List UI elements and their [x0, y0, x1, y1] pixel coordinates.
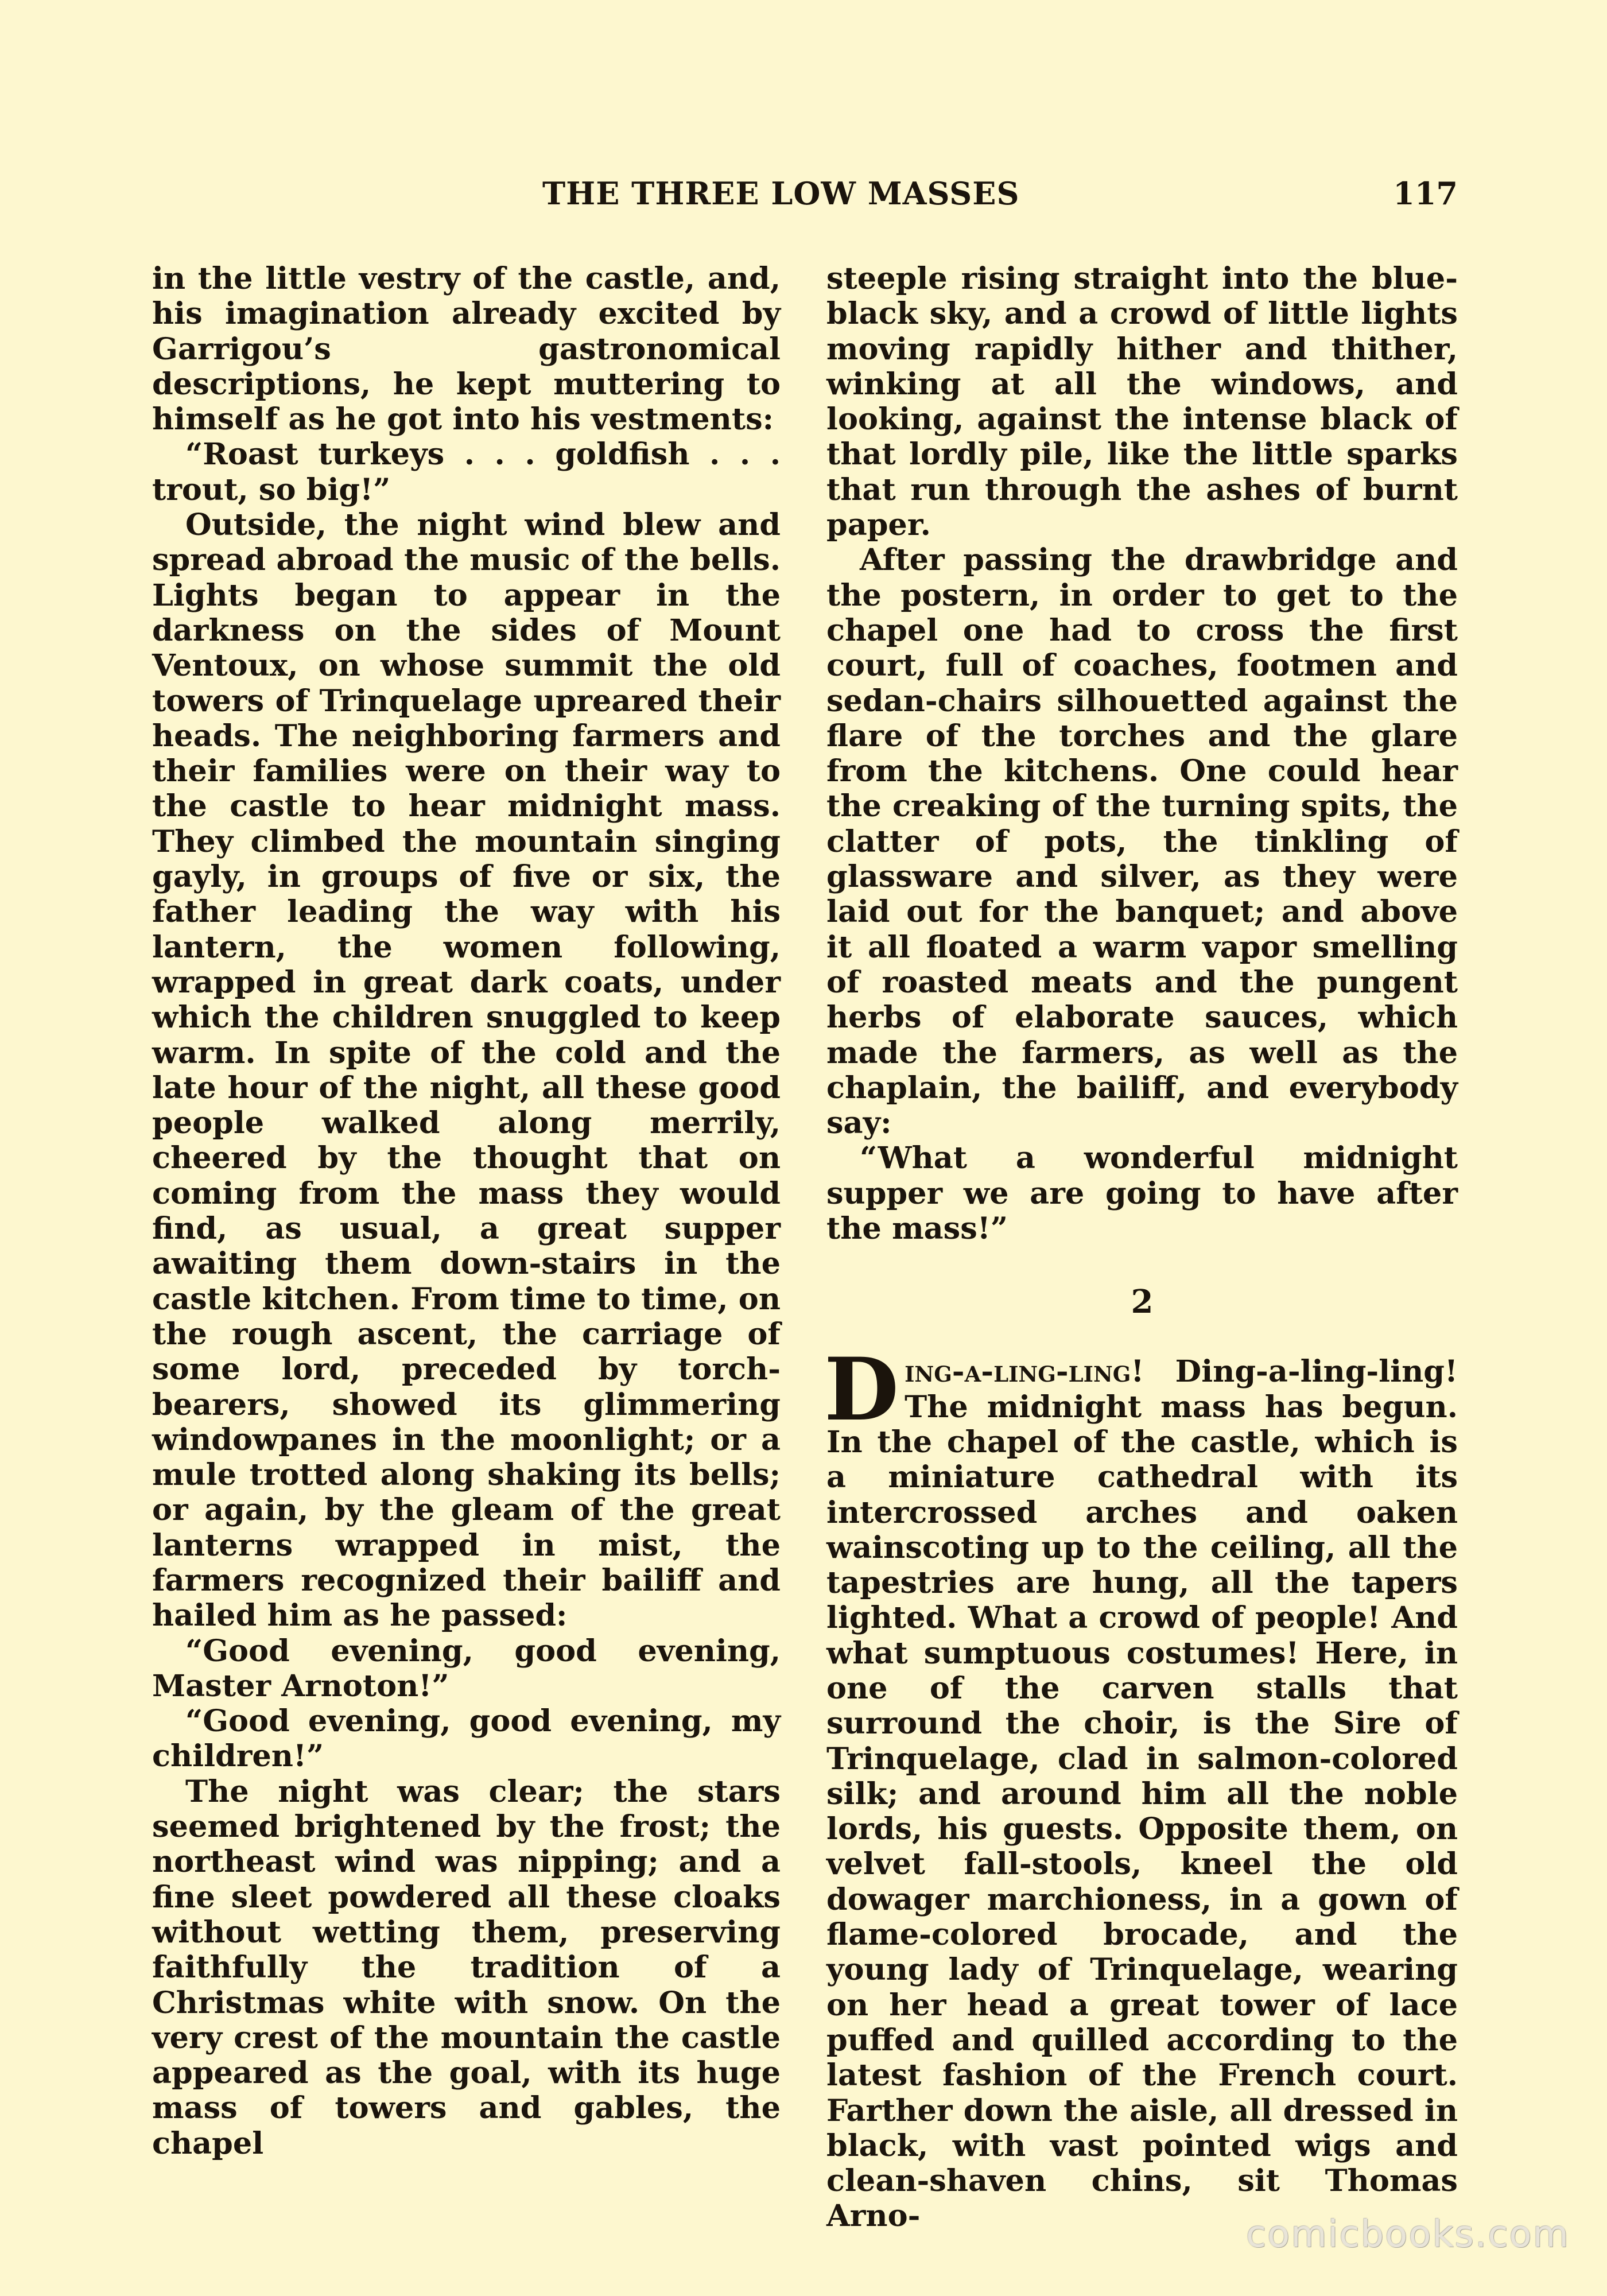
paragraph: After passing the drawbridge and the postern, in order to get to the chapel one had to cross the first court, full of coaches, footmen and sedan-chairs silhouetted against the flare of the torches and the glare from the kitchens. One could hear the creaking of the turning spits, the clatter of pots, the tinkling of glassware and silver, as they were laid out for the banquet; and above it all floated a warm vapor smelling of roasted meats and the pungent herbs of elaborate sauces, which made the farmers, as well as the chaplain, the bailiff, and everybody say:: [826, 542, 1458, 1141]
left-column: [152, 261, 781, 2161]
paragraph: “Good evening, good evening, Master Arnoton!”: [152, 1633, 781, 1704]
drop-cap: D: [824, 1339, 899, 1441]
running-title: THE THREE LOW MASSES: [542, 175, 1020, 212]
paragraph: in the little vestry of the castle, and, his imagination already excited by Garrigou’s gastronomical descriptions, he kept muttering to himself as he got into his vestments:: [152, 261, 781, 437]
section-number: 2: [1131, 1283, 1154, 1321]
right-column: [826, 261, 1458, 2234]
page-header: [152, 175, 1458, 227]
section-opening-text: Ding-a-ling-ling! The midnight mass has begun. In the chapel of the castle, which is a miniature cathedral with its intercrossed arches and oaken wainscoting up to the ceiling, all the tapestries are hung, all the tapers lighted. What a crowd of people! And what sumptuous costumes! Here, in one of the carven stalls that surround the choir, is the Sire of Trinquelage, clad in salmon-colored silk; and around him all the noble lords, his guests. Opposite them, on velvet fall-stools, kneel the old dowager marchioness, in a gown of flame-colored brocade, and the young lady of Trinquelage, wearing on her head a great tower of lace puffed and quilled according to the latest fashion of the French court. Farther down the aisle, all dressed in black, with vast pointed wigs and clean-shaven chins, sit Thomas Arno-: [826, 1354, 1458, 2234]
paragraph: “Roast turkeys . . . goldfish . . . trout, so big!”: [152, 437, 781, 507]
paragraph: “Good evening, good evening, my children!”: [152, 1704, 781, 1774]
paragraph: “What a wonderful midnight supper we are going to have after the mass!”: [826, 1141, 1458, 1247]
small-caps-lead: ing-a-ling-ling!: [905, 1354, 1144, 1390]
page-number: 117: [1393, 175, 1458, 212]
paragraph: steeple rising straight into the blue-black sky, and a crowd of little lights moving rapidly hither and thither, winking at all the windows, and looking, against the intense black of that lordly pile, like the little sparks that run through the ashes of burnt paper.: [826, 261, 1458, 543]
section-opening-paragraph: [824, 1339, 1458, 2234]
paragraph: Outside, the night wind blew and spread abroad the music of the bells. Lights began to appear in the darkness on the sides of Mount Ventoux, on whose summit the old towers of Trinquelage upreared their heads. The neighboring farmers and their families were on their way to the castle to hear midnight mass. They climbed the mountain singing gayly, in groups of five or six, the father leading the way with his lantern, the women following, wrapped in great dark coats, under which the children snuggled to keep warm. In spite of the cold and the late hour of the night, all these good people walked along merrily, cheered by the thought that on coming from the mass they would find, as usual, a great supper awaiting them down-stairs in the castle kitchen. From time to time, on the rough ascent, the carriage of some lord, preceded by torch-bearers, showed its glimmering windowpanes in the moonlight; or a mule trotted along shaking its bells; or again, by the gleam of the great lanterns wrapped in mist, the farmers recognized their bailiff and hailed him as he passed:: [152, 507, 781, 1634]
paragraph: The night was clear; the stars seemed brightened by the frost; the northeast wind was nipping; and a fine sleet powdered all these cloaks without wetting them, preserving faithfully the tradition of a Christmas white with snow. On the very crest of the mountain the castle appeared as the goal, with its huge mass of towers and gables, the chapel: [152, 1774, 781, 2161]
watermark: comicbooks.com: [1245, 2213, 1570, 2256]
